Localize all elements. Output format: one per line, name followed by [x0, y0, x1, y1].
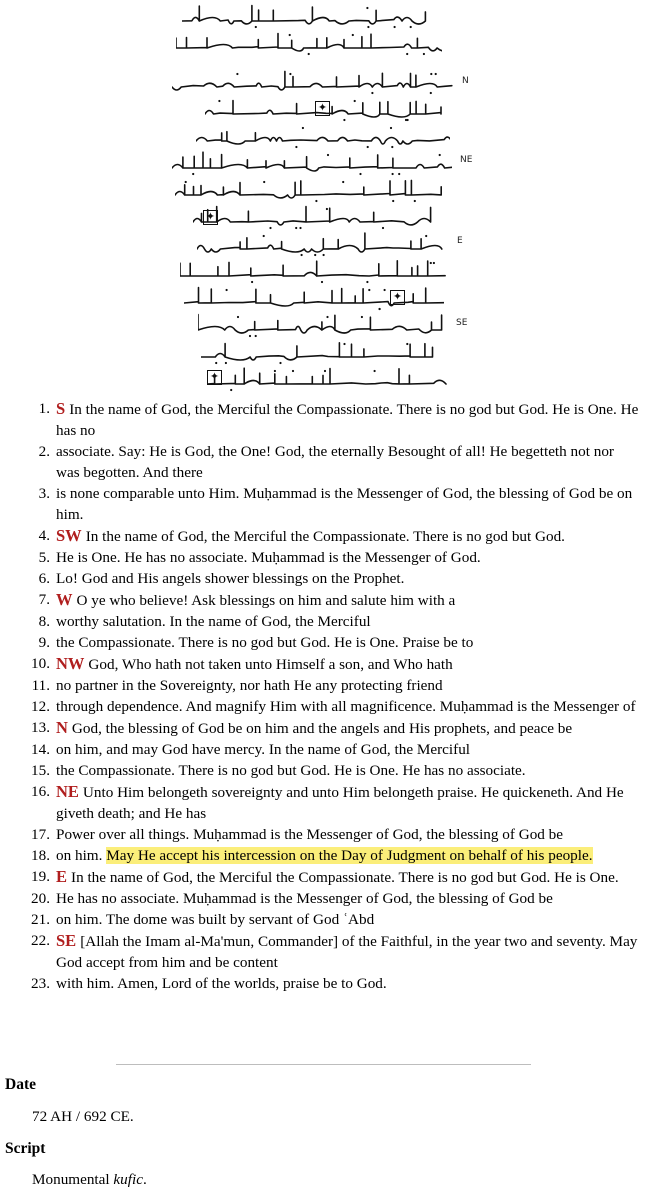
inscription-line — [196, 124, 450, 150]
translation-line — [0, 675, 646, 696]
line-text: Lo! God and His angels shower blessings on the Prophet. — [56, 570, 405, 587]
inscription-line — [198, 313, 450, 339]
translation-line — [0, 866, 646, 888]
line-number: 18. — [31, 847, 50, 864]
line-text: worthy salutation. In the name of God, the Merciful — [56, 613, 371, 630]
line-text: the Compassionate. There is no god but God. He is One. He has no associate. — [56, 762, 526, 779]
line-number: 15. — [31, 762, 50, 779]
direction-label: S — [56, 399, 66, 418]
line-text: O ye who believe! Ask blessings on him and salute him with a — [76, 592, 456, 609]
translation-line — [0, 525, 646, 547]
line-text: He has no associate. Muḥammad is the Messenger of God, the blessing of God be — [56, 890, 553, 907]
script-heading: Script — [5, 1140, 46, 1157]
direction-label: W — [56, 590, 73, 609]
direction-label: NE — [56, 782, 79, 801]
line-number: 19. — [31, 868, 50, 885]
translation-line — [0, 398, 646, 441]
translation-line — [0, 888, 646, 909]
line-number: 13. — [31, 719, 50, 736]
translation-line — [0, 441, 646, 483]
line-text: In the name of God, the Merciful the Compassionate. There is no god but God. He is One. — [71, 869, 619, 886]
line-number: 16. — [31, 783, 50, 800]
translation-line — [0, 483, 646, 525]
line-text: the Compassionate. There is no god but God. He is One. Praise be to — [56, 634, 474, 651]
translation-line — [0, 739, 646, 760]
star-seal-icon — [315, 101, 330, 116]
line-number: 23. — [31, 975, 50, 992]
line-text: through dependence. And magnify Him with all magnificence. Muḥammad is the Messenger of — [56, 698, 636, 715]
translation-line — [0, 717, 646, 739]
line-text: on him. — [56, 847, 103, 864]
translation-line — [0, 909, 646, 930]
inscription-drawing — [0, 0, 646, 396]
date-heading: Date — [5, 1076, 36, 1093]
translation-line — [0, 824, 646, 845]
script-value — [32, 1171, 147, 1189]
line-text: He is One. He has no associate. Muḥammad is the Messenger of God. — [56, 549, 481, 566]
line-text: In the name of God, the Merciful the Compassionate. There is no god but God. He is One. He has no — [56, 401, 639, 439]
line-number: 4. — [38, 527, 50, 544]
inscription-line — [172, 70, 455, 96]
line-text: associate. Say: He is God, the One! God, the eternally Besought of all! He begetteth not nor was begotten. And there — [56, 443, 614, 481]
translation-line — [0, 653, 646, 675]
inscription-direction-marker: SE — [456, 318, 468, 328]
line-number: 5. — [38, 549, 50, 566]
highlighted-text: May He accept his intercession on the Day of Judgment on behalf of his people. — [106, 847, 593, 864]
line-number: 12. — [31, 698, 50, 715]
translation-list — [0, 398, 646, 994]
translation-line — [0, 930, 646, 973]
inscription-line — [182, 4, 438, 30]
line-text: Power over all things. Muḥammad is the Messenger of God, the blessing of God be — [56, 826, 564, 843]
inscription-line — [197, 232, 444, 258]
star-seal-icon — [390, 290, 405, 305]
line-number: 6. — [38, 570, 50, 587]
script-value-plain: Monumental — [32, 1171, 114, 1188]
line-number: 2. — [38, 443, 50, 460]
section-divider — [116, 1064, 531, 1065]
translation-line — [0, 589, 646, 611]
inscription-line — [201, 340, 446, 366]
star-seal-icon — [203, 210, 218, 225]
line-text: on him, and may God have mercy. In the name of God, the Merciful — [56, 741, 471, 758]
line-number: 9. — [38, 634, 50, 651]
line-number: 1. — [38, 400, 50, 417]
line-number: 14. — [31, 741, 50, 758]
script-value-end: . — [142, 1171, 147, 1188]
line-number: 8. — [38, 613, 50, 630]
inscription-line — [172, 151, 452, 177]
line-text: with him. Amen, Lord of the worlds, praise be to God. — [56, 975, 387, 992]
line-number: 10. — [31, 655, 50, 672]
line-text: on him. The dome was built by servant of God ʿAbd — [56, 911, 375, 928]
inscription-line — [193, 205, 444, 231]
line-text: [Allah the Imam al-Ma'mun, Commander] of the Faithful, in the year two and seventy. May God accept from him and be content — [56, 933, 638, 971]
translation-line — [0, 547, 646, 568]
inscription-line — [175, 178, 450, 204]
inscription-line — [184, 286, 444, 312]
date-value: 72 AH / 692 CE. — [32, 1108, 134, 1125]
translation-line — [0, 760, 646, 781]
inscription-direction-marker: N — [462, 76, 469, 86]
line-number: 21. — [31, 911, 50, 928]
line-text: In the name of God, the Merciful the Compassionate. There is no god but God. — [85, 528, 565, 545]
script-value-italic: kufic — [113, 1171, 143, 1188]
direction-label: NW — [56, 654, 85, 673]
translation-line — [0, 781, 646, 824]
direction-label: N — [56, 718, 68, 737]
direction-label: SW — [56, 526, 82, 545]
translation-line — [0, 973, 646, 994]
inscription-line — [207, 367, 448, 393]
line-number: 11. — [31, 677, 50, 694]
inscription-line — [180, 259, 446, 285]
line-text: Unto Him belongeth sovereignty and unto Him belongeth praise. He quickeneth. And He giveth death; and He has — [56, 784, 624, 822]
translation-line — [0, 611, 646, 632]
direction-label: E — [56, 867, 68, 886]
translation-line — [0, 568, 646, 589]
line-number: 20. — [31, 890, 50, 907]
direction-label: SE — [56, 931, 77, 950]
translation-line — [0, 632, 646, 653]
inscription-direction-marker: E — [457, 236, 463, 246]
star-seal-icon — [207, 370, 222, 385]
translation-line — [0, 845, 646, 866]
inscription-direction-marker: NE — [460, 155, 473, 165]
line-text: God, the blessing of God be on him and the angels and His prophets, and peace be — [71, 720, 573, 737]
line-number: 17. — [31, 826, 50, 843]
inscription-line — [176, 31, 442, 57]
line-text: is none comparable unto Him. Muḥammad is the Messenger of God, the blessing of God be on him. — [56, 485, 633, 523]
line-number: 3. — [38, 485, 50, 502]
translation-line — [0, 696, 646, 717]
line-number: 22. — [31, 932, 50, 949]
line-number: 7. — [38, 591, 50, 608]
line-text: no partner in the Sovereignty, nor hath He any protecting friend — [56, 677, 443, 694]
line-text: God, Who hath not taken unto Himself a son, and Who hath — [88, 656, 453, 673]
